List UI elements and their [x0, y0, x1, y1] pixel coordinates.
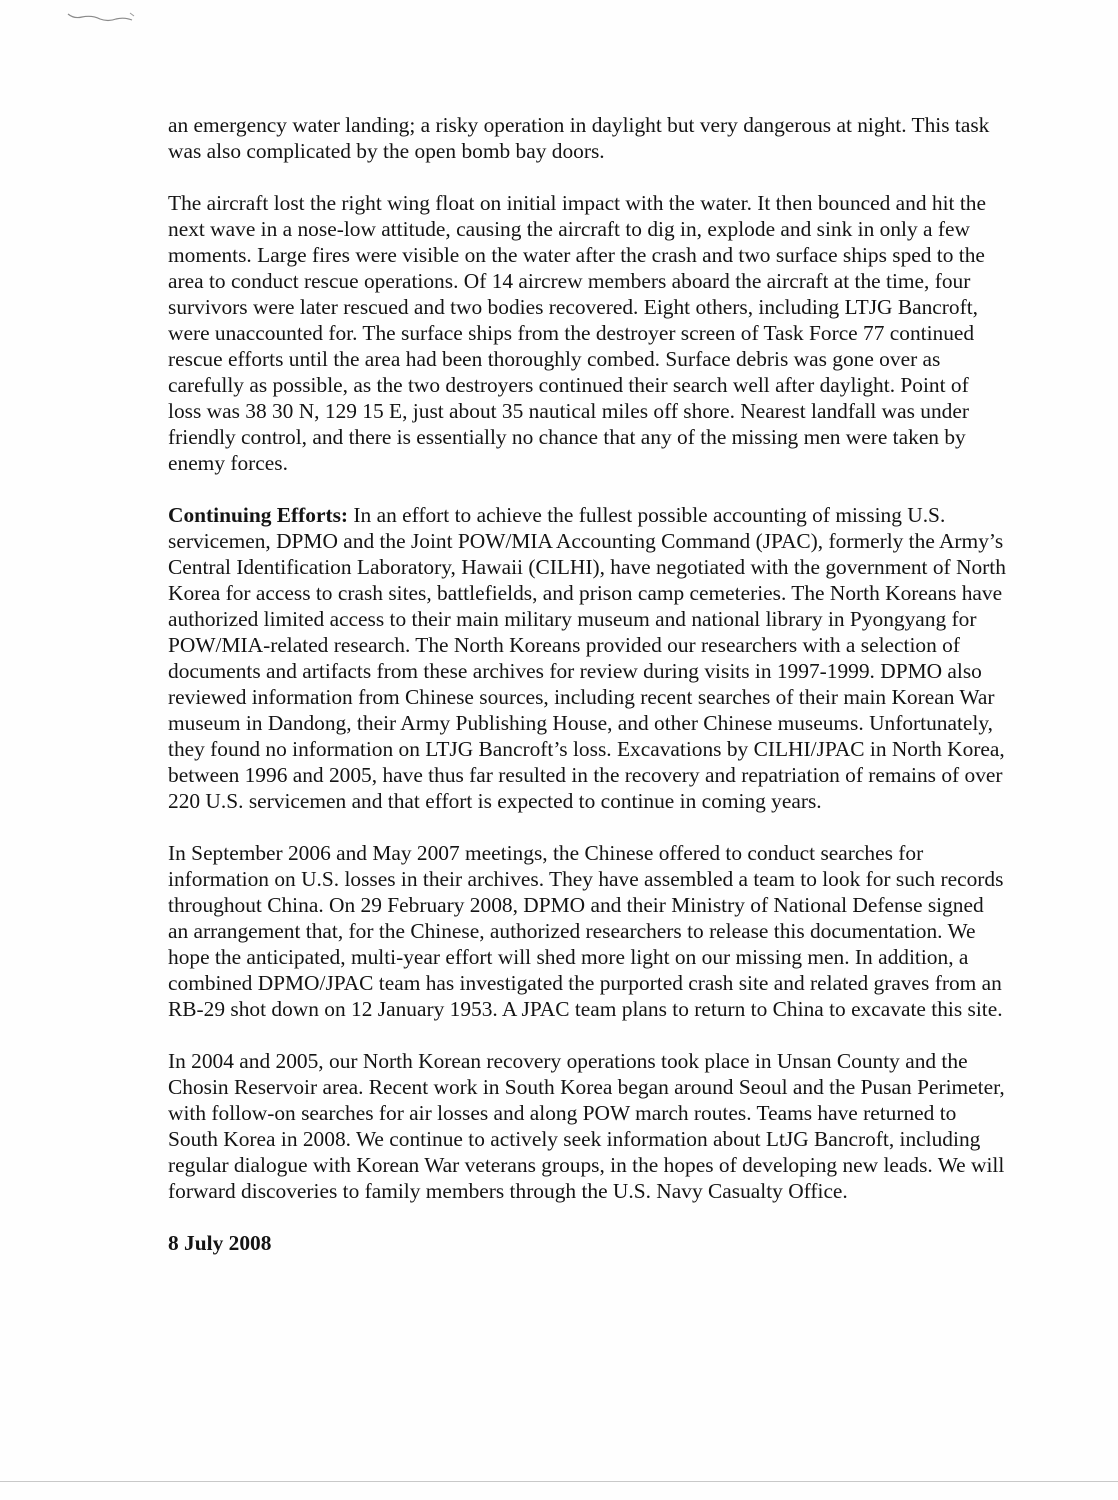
scan-edge-line	[0, 1481, 1118, 1482]
paragraph-continuing-efforts	[168, 502, 1006, 814]
paragraph-chinese-archives: In September 2006 and May 2007 meetings, the Chinese offered to conduct searches for information on U.S. losses in their archives. They have assembled a team to look for such records throughout China. On 29 February 2008, DPMO and their Ministry of National Defense signed an arrangement that, for the Chinese, authorized researchers to release this documentation. We hope the anticipated, multi-year effort will shed more light on our missing men. In addition, a combined DPMO/JPAC team has investigated the purported crash site and related graves from an RB-29 shot down on 12 January 1953. A JPAC team plans to return to China to excavate this site.	[168, 841, 1004, 1021]
continuing-efforts-text: In an effort to achieve the fullest possible accounting of missing U.S. servicemen, DPMO and the Joint POW/MIA Accounting Command (JPAC), formerly the Army’s Central Identification Laboratory, Hawaii (CILHI), have negotiated with the government of North Korea for access to crash sites, battlefields, and prison camp cemeteries. The North Koreans have authorized limited access to their main military museum and national library in Pyongyang for POW/MIA-related research. The North Koreans provided our researchers with a selection of documents and artifacts from these archives for review during visits in 1997-1999. DPMO also reviewed information from Chinese sources, including recent searches of their main Korean War museum in Dandong, their Army Publishing House, and other Chinese museums. Unfortunately, they found no information on LTJG Bancroft’s loss. Excavations by CILHI/JPAC in North Korea, between 1996 and 2005, have thus far resulted in the recovery and repatriation of remains of over 220 U.S. servicemen and that effort is expected to continue in coming years.	[168, 503, 1006, 813]
paragraph-crash-details: The aircraft lost the right wing float on initial impact with the water. It then bounced and hit the next wave in a nose-low attitude, causing the aircraft to dig in, explode and sink in only a few moments. Large fires were visible on the water after the crash and two surface ships sped to the area to conduct rescue operations. Of 14 aircrew members aboard the aircraft at the time, four survivors were later rescued and two bodies recovered. Eight others, including LTJG Bancroft, were unaccounted for. The surface ships from the destroyer screen of Task Force 77 continued rescue efforts until the area had been thoroughly combed. Surface debris was gone over as carefully as possible, as the two destroyers continued their search well after daylight. Point of loss was 38 30 N, 129 15 E, just about 35 nautical miles off shore. Nearest landfall was under friendly control, and there is essentially no chance that any of the missing men were taken by enemy forces.	[168, 191, 986, 475]
document-body	[168, 112, 1006, 1282]
document-date: 8 July 2008	[168, 1231, 272, 1255]
continuing-efforts-heading: Continuing Efforts:	[168, 503, 349, 527]
paragraph-recovery-operations: In 2004 and 2005, our North Korean recovery operations took place in Unsan County and the Chosin Reservoir area. Recent work in South Korea began around Seoul and the Pusan Perimeter, with follow-on searches for air losses and along POW march routes. Teams have returned to South Korea in 2008. We continue to actively seek information about LtJG Bancroft, including regular dialogue with Korean War veterans groups, in the hopes of developing new leads. We will forward discoveries to family members through the U.S. Navy Casualty Office.	[168, 1049, 1005, 1203]
scan-mark-icon	[66, 10, 138, 26]
paragraph-water-landing: an emergency water landing; a risky operation in daylight but very dangerous at night. This task was also complicated by the open bomb bay doors.	[168, 113, 990, 163]
